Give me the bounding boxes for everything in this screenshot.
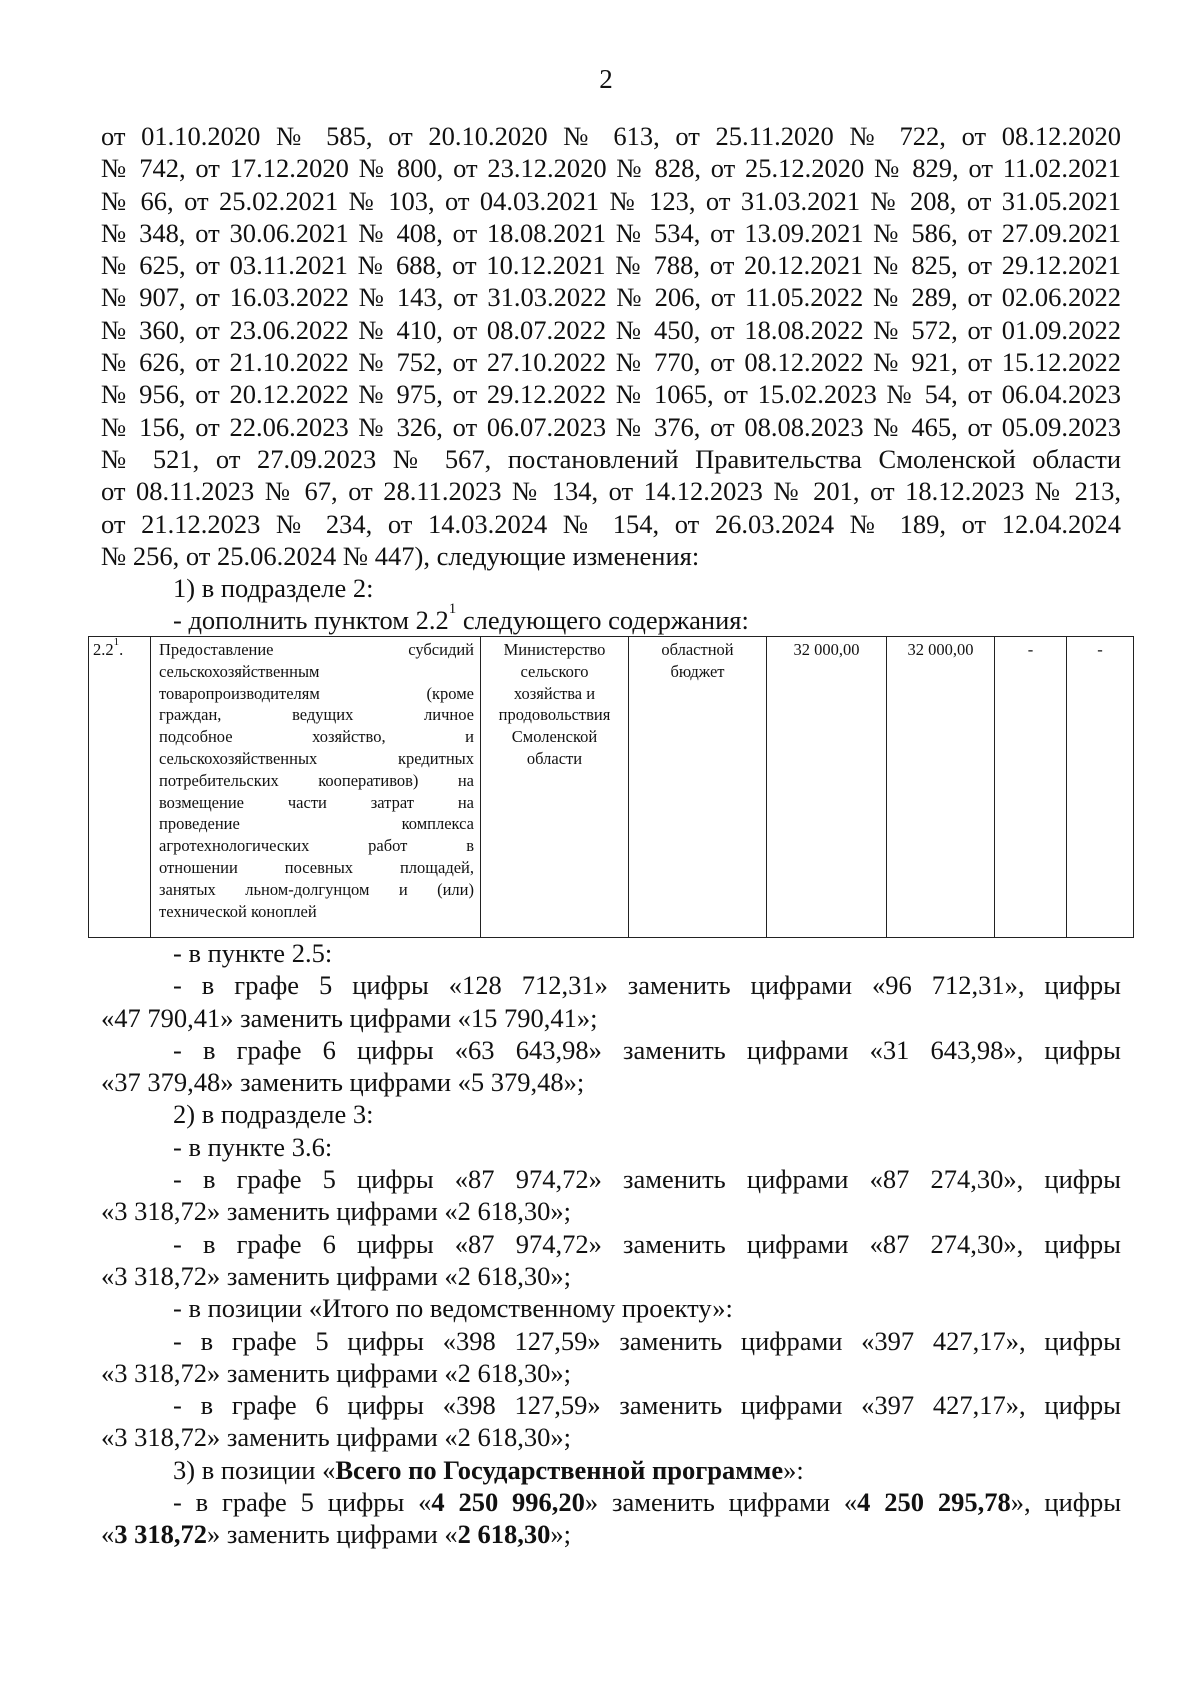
p36-g6-line2: «3 318,72» заменить цифрами «2 618,30»; [101, 1260, 572, 1291]
row-number-cell: $2.2^1$. [89, 637, 151, 938]
itogo-g5-line2: «3 318,72» заменить цифрами «2 618,30»; [101, 1357, 572, 1388]
text-line: № 742, от 17.12.2020 № 800, от 23.12.2020 № 828, от 25.12.2020 № 829, от 11.02.2021 [101, 153, 1121, 184]
subsection-1-heading: 1) в подразделе 2: [173, 573, 374, 603]
text-line: потребительских кооперативов) на [159, 770, 474, 790]
text-line: № 626, от 21.10.2022 № 752, от 27.10.2022 № 770, от 08.12.2022 № 921, от 15.12.2022 [101, 347, 1121, 378]
text-line: продовольствия [498, 705, 611, 725]
text-line: № 956, от 20.12.2022 № 975, от 29.12.2022 № 1065, от 15.02.2023 № 54, от 06.04.2023 [101, 379, 1121, 410]
p36-title: - в пункте 3.6: [173, 1131, 333, 1162]
text-line: граждан, ведущих личное [159, 705, 474, 725]
page-number: 2 [599, 64, 613, 94]
text-line: № 360, от 23.06.2022 № 410, от 08.07.2022 № 450, от 18.08.2022 № 572, от 01.09.2022 [101, 314, 1121, 345]
text-line: хозяйства и [513, 683, 596, 703]
subsection-2-heading: 2) в подразделе 3: [173, 1099, 374, 1130]
description-cell [151, 637, 481, 938]
itogo-title: - в позиции «Итого по ведомственному проекту»: [173, 1293, 733, 1324]
text-line: Смоленской [511, 727, 598, 747]
vsego-g5-line1: - в графе 5 цифры «4 250 996,20» заменить цифрами «4 250 295,78», цифры [173, 1487, 1121, 1518]
text-line: сельскохозяйственным [159, 661, 320, 681]
text-line: № 625, от 03.11.2021 № 688, от 10.12.2021 № 788, от 20.12.2021 № 825, от 29.12.2021 [101, 250, 1121, 281]
text-line: областной [661, 640, 734, 659]
text-line: занятых льном-долгунцом и (или) [159, 879, 474, 899]
col8-cell: - [1067, 637, 1134, 938]
program-table [88, 636, 1134, 938]
text-line: от 21.12.2023 № 234, от 14.03.2024 № 154, от 26.03.2024 № 189, от 12.04.2024 [101, 508, 1121, 539]
p25-title: - в пункте 2.5: [173, 938, 333, 968]
text-line: бюджет [670, 661, 725, 681]
text-line: технической коноплей [159, 901, 317, 921]
total-cell: 32 000,00 [767, 637, 887, 938]
p25-g5-line2: «47 790,41» заменить цифрами «15 790,41»; [101, 1002, 598, 1033]
text-line: от 08.11.2023 № 67, от 28.11.2023 № 134, от 14.12.2023 № 201, от 18.12.2023 № 213, [101, 476, 1121, 507]
text-line: области [526, 748, 583, 768]
amendments-block [101, 937, 1121, 1551]
itogo-g5-line1: - в графе 5 цифры «398 127,59» заменить цифрами «397 427,17», цифры [173, 1325, 1121, 1356]
col6-cell: 32 000,00 [887, 637, 995, 938]
table-row [89, 637, 1134, 938]
text-line: № 907, от 16.03.2022 № 143, от 31.03.2022 № 206, от 11.05.2022 № 289, от 02.06.2022 [101, 282, 1121, 313]
vsego-g5-line2: «3 318,72» заменить цифрами «2 618,30»; [101, 1519, 572, 1550]
text-line: агротехнологических работ в [159, 836, 474, 856]
p25-g6-line1: - в графе 6 цифры «63 643,98» заменить цифрами «31 643,98», цифры [173, 1034, 1121, 1065]
subsection-1-block [101, 572, 1121, 637]
p25-g5-line1: - в графе 5 цифры «128 712,31» заменить цифрами «96 712,31», цифры [173, 970, 1121, 1001]
text-line: сельскохозяйственных кредитных [159, 748, 474, 768]
text-line: № 348, от 30.06.2021 № 408, от 18.08.2021 № 534, от 13.09.2021 № 586, от 27.09.2021 [101, 217, 1121, 248]
text-line: проведение комплекса [159, 814, 474, 834]
text-line: возмещение части затрат на [159, 792, 474, 812]
col7-cell: - [995, 637, 1067, 938]
p36-g5-line1: - в графе 5 цифры «87 974,72» заменить цифрами «87 274,30», цифры [173, 1164, 1121, 1195]
p25-g6-line2: «37 379,48» заменить цифрами «5 379,48»; [101, 1067, 585, 1098]
text-line: № 66, от 25.02.2021 № 103, от 04.03.2021 № 123, от 31.03.2021 № 208, от 31.05.2021 [101, 185, 1121, 216]
text-line: Министерство [503, 640, 606, 659]
text-line: № 256, от 25.06.2024 № 447), следующие изменения: [101, 540, 700, 571]
text-line: от 01.10.2020 № 585, от 20.10.2020 № 613, от 25.11.2020 № 722, от 08.12.2020 [101, 121, 1121, 151]
text-line: подсобное хозяйство, и [159, 727, 474, 747]
subsection-3-heading: 3) в позиции «Всего по Государственной программе»: [173, 1454, 804, 1485]
add-item-instruction: - дополнить пунктом $2.2^1$ следующего содержания: [173, 601, 749, 636]
p36-g5-line2: «3 318,72» заменить цифрами «2 618,30»; [101, 1196, 572, 1227]
responsible-cell [481, 637, 629, 938]
text-line: Предоставление субсидий [159, 640, 474, 659]
itogo-g6-line2: «3 318,72» заменить цифрами «2 618,30»; [101, 1422, 572, 1453]
intro-paragraph [101, 120, 1121, 572]
text-line: отношении посевных площадей, [159, 857, 474, 877]
itogo-g6-line1: - в графе 6 цифры «398 127,59» заменить цифрами «397 427,17», цифры [173, 1390, 1121, 1421]
funding-source-cell [629, 637, 767, 938]
text-line: товаропроизводителям (кроме [159, 683, 474, 703]
text-line: № 156, от 22.06.2023 № 326, от 06.07.2023 № 376, от 08.08.2023 № 465, от 05.09.2023 [101, 411, 1121, 442]
text-line: сельского [520, 661, 589, 681]
p36-g6-line1: - в графе 6 цифры «87 974,72» заменить цифрами «87 274,30», цифры [173, 1228, 1121, 1259]
text-line: № 521, от 27.09.2023 № 567, постановлений Правительства Смоленской области [101, 443, 1121, 474]
